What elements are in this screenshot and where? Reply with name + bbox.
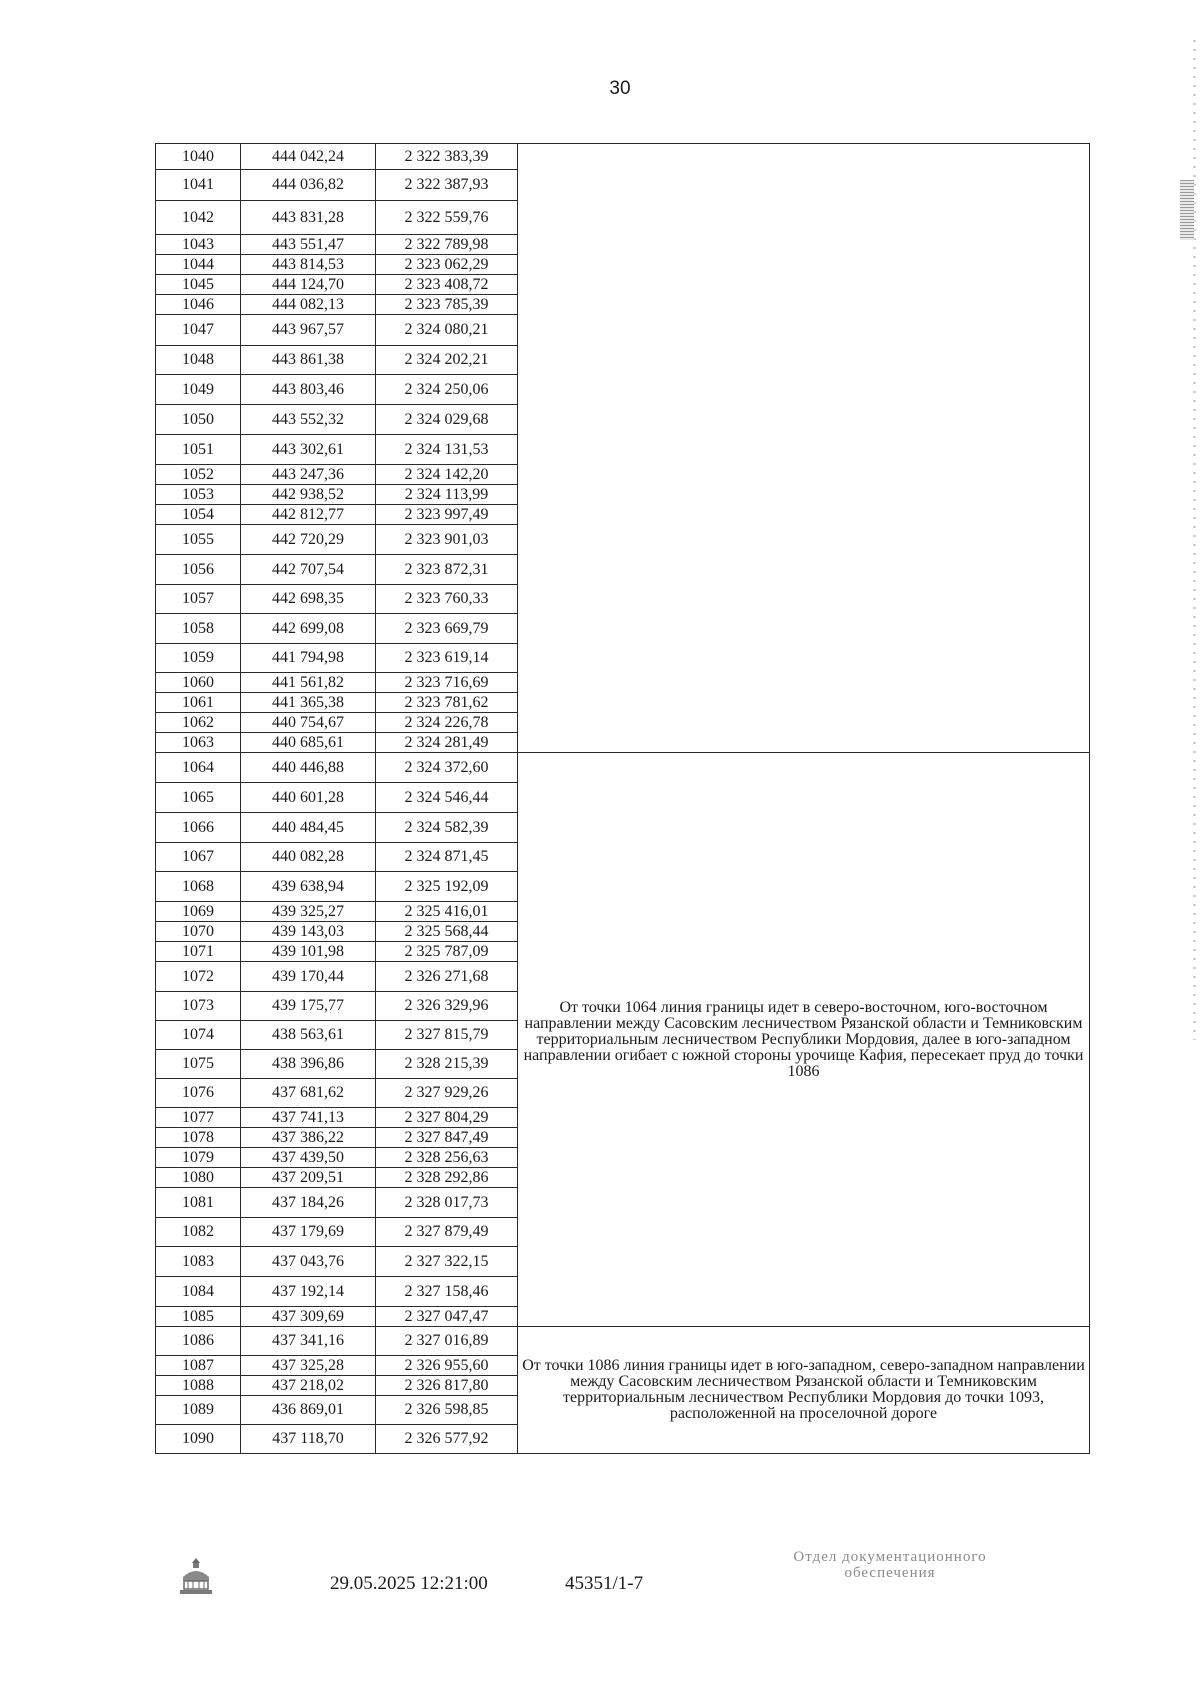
y-coordinate-cell: 2 324 281,49 [376, 733, 518, 753]
y-coordinate-cell: 2 327 047,47 [376, 1307, 518, 1327]
point-number-cell: 1050 [156, 405, 241, 435]
y-coordinate-cell: 2 323 872,31 [376, 555, 518, 585]
y-coordinate-cell: 2 327 322,15 [376, 1247, 518, 1277]
y-coordinate-cell: 2 326 577,92 [376, 1425, 518, 1454]
point-number-cell: 1080 [156, 1168, 241, 1188]
point-number-cell: 1062 [156, 713, 241, 733]
point-number-cell: 1068 [156, 872, 241, 902]
y-coordinate-cell: 2 324 546,44 [376, 783, 518, 813]
point-number-cell: 1082 [156, 1218, 241, 1247]
x-coordinate-cell: 440 754,67 [241, 713, 376, 733]
point-number-cell: 1053 [156, 485, 241, 505]
x-coordinate-cell: 443 831,28 [241, 201, 376, 235]
y-coordinate-cell: 2 328 017,73 [376, 1188, 518, 1218]
y-coordinate-cell: 2 323 619,14 [376, 644, 518, 673]
y-coordinate-cell: 2 327 879,49 [376, 1218, 518, 1247]
y-coordinate-cell: 2 323 997,49 [376, 505, 518, 525]
y-coordinate-cell: 2 323 716,69 [376, 673, 518, 693]
point-number-cell: 1074 [156, 1021, 241, 1050]
point-number-cell: 1069 [156, 902, 241, 922]
x-coordinate-cell: 437 386,22 [241, 1128, 376, 1148]
x-coordinate-cell: 437 179,69 [241, 1218, 376, 1247]
point-number-cell: 1060 [156, 673, 241, 693]
x-coordinate-cell: 443 552,32 [241, 405, 376, 435]
y-coordinate-cell: 2 324 372,60 [376, 753, 518, 783]
point-number-cell: 1076 [156, 1079, 241, 1108]
y-coordinate-cell: 2 322 383,39 [376, 144, 518, 170]
x-coordinate-cell: 439 143,03 [241, 922, 376, 942]
point-number-cell: 1049 [156, 375, 241, 405]
point-number-cell: 1054 [156, 505, 241, 525]
x-coordinate-cell: 443 803,46 [241, 375, 376, 405]
point-number-cell: 1042 [156, 201, 241, 235]
x-coordinate-cell: 437 741,13 [241, 1108, 376, 1128]
point-number-cell: 1040 [156, 144, 241, 170]
y-coordinate-cell: 2 326 817,80 [376, 1376, 518, 1396]
y-coordinate-cell: 2 327 158,46 [376, 1277, 518, 1307]
point-number-cell: 1057 [156, 585, 241, 614]
point-number-cell: 1075 [156, 1050, 241, 1079]
y-coordinate-cell: 2 328 256,63 [376, 1148, 518, 1168]
table-row [156, 144, 1090, 170]
point-number-cell: 1047 [156, 315, 241, 346]
y-coordinate-cell: 2 322 387,93 [376, 170, 518, 201]
point-number-cell: 1085 [156, 1307, 241, 1327]
y-coordinate-cell: 2 323 669,79 [376, 614, 518, 644]
y-coordinate-cell: 2 326 598,85 [376, 1396, 518, 1425]
stamp-line-2: обеспечения [844, 1565, 936, 1581]
point-number-cell: 1072 [156, 962, 241, 992]
x-coordinate-cell: 436 869,01 [241, 1396, 376, 1425]
point-number-cell: 1073 [156, 992, 241, 1021]
y-coordinate-cell: 2 322 559,76 [376, 201, 518, 235]
y-coordinate-cell: 2 325 787,09 [376, 942, 518, 962]
point-number-cell: 1081 [156, 1188, 241, 1218]
point-number-cell: 1046 [156, 295, 241, 315]
emblem-icon [176, 1555, 216, 1597]
y-coordinate-cell: 2 325 416,01 [376, 902, 518, 922]
stamp-line-1: Отдел документационного [793, 1549, 987, 1565]
footer-datetime: 29.05.2025 12:21:00 [330, 1573, 488, 1594]
x-coordinate-cell: 437 341,16 [241, 1327, 376, 1356]
point-number-cell: 1065 [156, 783, 241, 813]
x-coordinate-cell: 438 396,86 [241, 1050, 376, 1079]
x-coordinate-cell: 439 638,94 [241, 872, 376, 902]
y-coordinate-cell: 2 326 955,60 [376, 1356, 518, 1376]
x-coordinate-cell: 440 446,88 [241, 753, 376, 783]
x-coordinate-cell: 442 707,54 [241, 555, 376, 585]
y-coordinate-cell: 2 324 080,21 [376, 315, 518, 346]
coordinates-table [155, 143, 1090, 1454]
scan-barcode-mark [1180, 180, 1194, 240]
y-coordinate-cell: 2 323 760,33 [376, 585, 518, 614]
y-coordinate-cell: 2 323 901,03 [376, 525, 518, 555]
point-number-cell: 1084 [156, 1277, 241, 1307]
department-stamp [740, 1549, 1040, 1581]
point-number-cell: 1043 [156, 235, 241, 255]
x-coordinate-cell: 437 192,14 [241, 1277, 376, 1307]
point-number-cell: 1055 [156, 525, 241, 555]
y-coordinate-cell: 2 324 142,20 [376, 465, 518, 485]
x-coordinate-cell: 443 247,36 [241, 465, 376, 485]
y-coordinate-cell: 2 326 329,96 [376, 992, 518, 1021]
point-number-cell: 1083 [156, 1247, 241, 1277]
point-number-cell: 1052 [156, 465, 241, 485]
point-number-cell: 1077 [156, 1108, 241, 1128]
point-number-cell: 1070 [156, 922, 241, 942]
point-number-cell: 1044 [156, 255, 241, 275]
y-coordinate-cell: 2 323 062,29 [376, 255, 518, 275]
point-number-cell: 1048 [156, 346, 241, 375]
x-coordinate-cell: 437 439,50 [241, 1148, 376, 1168]
x-coordinate-cell: 440 484,45 [241, 813, 376, 843]
x-coordinate-cell: 444 042,24 [241, 144, 376, 170]
footer-document-number: 45351/1-7 [565, 1573, 644, 1594]
x-coordinate-cell: 444 036,82 [241, 170, 376, 201]
y-coordinate-cell: 2 324 029,68 [376, 405, 518, 435]
x-coordinate-cell: 439 175,77 [241, 992, 376, 1021]
x-coordinate-cell: 443 861,38 [241, 346, 376, 375]
point-number-cell: 1064 [156, 753, 241, 783]
table-row [156, 753, 1090, 783]
x-coordinate-cell: 444 082,13 [241, 295, 376, 315]
point-number-cell: 1041 [156, 170, 241, 201]
y-coordinate-cell: 2 326 271,68 [376, 962, 518, 992]
y-coordinate-cell: 2 324 582,39 [376, 813, 518, 843]
x-coordinate-cell: 442 938,52 [241, 485, 376, 505]
point-number-cell: 1058 [156, 614, 241, 644]
point-number-cell: 1063 [156, 733, 241, 753]
x-coordinate-cell: 438 563,61 [241, 1021, 376, 1050]
x-coordinate-cell: 439 325,27 [241, 902, 376, 922]
page-number: 30 [609, 78, 631, 99]
x-coordinate-cell: 437 681,62 [241, 1079, 376, 1108]
y-coordinate-cell: 2 325 192,09 [376, 872, 518, 902]
point-number-cell: 1078 [156, 1128, 241, 1148]
x-coordinate-cell: 442 698,35 [241, 585, 376, 614]
x-coordinate-cell: 437 218,02 [241, 1376, 376, 1396]
y-coordinate-cell: 2 328 292,86 [376, 1168, 518, 1188]
table-row [156, 1327, 1090, 1356]
x-coordinate-cell: 437 309,69 [241, 1307, 376, 1327]
point-number-cell: 1089 [156, 1396, 241, 1425]
y-coordinate-cell: 2 324 113,99 [376, 485, 518, 505]
boundary-description-cell: От точки 1064 линия границы идет в северо-восточном, юго-восточном направлении между Сасовским лесничеством Рязанской области и Темниковским территориальным лесничеством Республики Мордовия, далее в юго-западном направлении огибает с южной стороны урочище Кафия, пересекает пруд до точки 1086 [518, 753, 1090, 1327]
x-coordinate-cell: 439 101,98 [241, 942, 376, 962]
y-coordinate-cell: 2 323 781,62 [376, 693, 518, 713]
x-coordinate-cell: 439 170,44 [241, 962, 376, 992]
y-coordinate-cell: 2 324 226,78 [376, 713, 518, 733]
x-coordinate-cell: 441 365,38 [241, 693, 376, 713]
y-coordinate-cell: 2 327 847,49 [376, 1128, 518, 1148]
y-coordinate-cell: 2 328 215,39 [376, 1050, 518, 1079]
x-coordinate-cell: 442 720,29 [241, 525, 376, 555]
x-coordinate-cell: 444 124,70 [241, 275, 376, 295]
point-number-cell: 1079 [156, 1148, 241, 1168]
point-number-cell: 1086 [156, 1327, 241, 1356]
x-coordinate-cell: 443 814,53 [241, 255, 376, 275]
y-coordinate-cell: 2 322 789,98 [376, 235, 518, 255]
point-number-cell: 1090 [156, 1425, 241, 1454]
point-number-cell: 1066 [156, 813, 241, 843]
x-coordinate-cell: 437 325,28 [241, 1356, 376, 1376]
x-coordinate-cell: 443 551,47 [241, 235, 376, 255]
y-coordinate-cell: 2 324 250,06 [376, 375, 518, 405]
boundary-description-cell: От точки 1086 линия границы идет в юго-западном, северо-западном направлении между Сасовским лесничеством Рязанской области и Темниковским территориальным лесничеством Республики Мордовия до точки 1093, расположенной на проселочной дороге [518, 1327, 1090, 1454]
y-coordinate-cell: 2 327 815,79 [376, 1021, 518, 1050]
point-number-cell: 1061 [156, 693, 241, 713]
x-coordinate-cell: 441 794,98 [241, 644, 376, 673]
point-number-cell: 1067 [156, 843, 241, 872]
point-number-cell: 1056 [156, 555, 241, 585]
x-coordinate-cell: 437 184,26 [241, 1188, 376, 1218]
x-coordinate-cell: 442 699,08 [241, 614, 376, 644]
y-coordinate-cell: 2 324 202,21 [376, 346, 518, 375]
x-coordinate-cell: 442 812,77 [241, 505, 376, 525]
x-coordinate-cell: 440 685,61 [241, 733, 376, 753]
x-coordinate-cell: 443 302,61 [241, 435, 376, 465]
point-number-cell: 1088 [156, 1376, 241, 1396]
x-coordinate-cell: 440 601,28 [241, 783, 376, 813]
y-coordinate-cell: 2 327 804,29 [376, 1108, 518, 1128]
y-coordinate-cell: 2 325 568,44 [376, 922, 518, 942]
x-coordinate-cell: 440 082,28 [241, 843, 376, 872]
x-coordinate-cell: 437 209,51 [241, 1168, 376, 1188]
y-coordinate-cell: 2 327 016,89 [376, 1327, 518, 1356]
y-coordinate-cell: 2 327 929,26 [376, 1079, 518, 1108]
y-coordinate-cell: 2 324 871,45 [376, 843, 518, 872]
x-coordinate-cell: 437 043,76 [241, 1247, 376, 1277]
x-coordinate-cell: 437 118,70 [241, 1425, 376, 1454]
x-coordinate-cell: 443 967,57 [241, 315, 376, 346]
point-number-cell: 1059 [156, 644, 241, 673]
y-coordinate-cell: 2 323 408,72 [376, 275, 518, 295]
x-coordinate-cell: 441 561,82 [241, 673, 376, 693]
y-coordinate-cell: 2 323 785,39 [376, 295, 518, 315]
point-number-cell: 1045 [156, 275, 241, 295]
point-number-cell: 1071 [156, 942, 241, 962]
y-coordinate-cell: 2 324 131,53 [376, 435, 518, 465]
boundary-description-cell [518, 144, 1090, 753]
point-number-cell: 1051 [156, 435, 241, 465]
point-number-cell: 1087 [156, 1356, 241, 1376]
